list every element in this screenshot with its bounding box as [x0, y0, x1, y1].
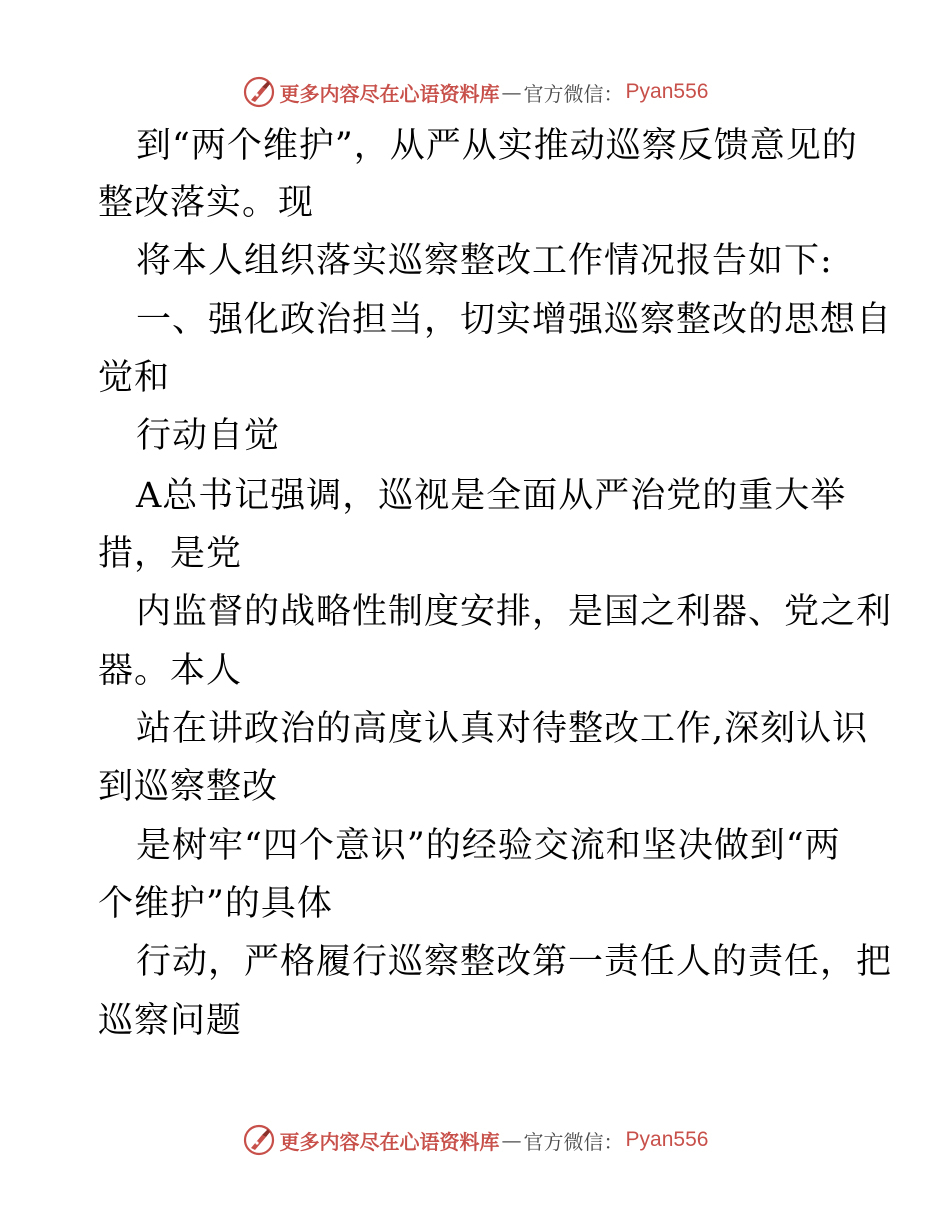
body-line: 站在讲政治的高度认真对待整改工作,深刻认识	[136, 709, 869, 749]
body-line: 个维护”的具体	[98, 884, 333, 924]
banner-wechat-id: Pyan556	[625, 1128, 709, 1151]
body-line: 内监督的战略性制度安排，是国之利器、党之利	[136, 592, 893, 632]
body-line: 巡察问题	[98, 1001, 243, 1041]
body-line: 到“两个维护”，从严从实推动巡察反馈意见的	[136, 126, 858, 166]
body-line: 觉和	[98, 358, 171, 398]
footer-banner	[0, 1120, 950, 1160]
banner-separator: —	[501, 1128, 522, 1152]
fountain-pen-logo-icon	[242, 1123, 276, 1157]
body-line: 将本人组织落实巡察整改工作情况报告如下:	[136, 241, 833, 281]
body-line: 是树牢“四个意识”的经验交流和坚决做到“两	[136, 826, 841, 866]
body-line: 措，是党	[98, 534, 243, 574]
banner-main-text: 更多内容尽在心语资料库	[279, 81, 500, 106]
banner-main-text: 更多内容尽在心语资料库	[279, 1129, 500, 1154]
body-line: 行动，严格履行巡察整改第一责任人的责任，把	[136, 942, 893, 982]
body-line: A总书记强调，巡视是全面从严治党的重大举	[136, 476, 847, 516]
body-line: 器。本人	[98, 651, 243, 691]
banner-wechat-label: 官方微信：	[523, 1129, 624, 1154]
banner-wechat-label: 官方微信：	[523, 81, 624, 106]
banner-wechat-id: Pyan556	[625, 80, 709, 103]
header-banner	[0, 72, 950, 112]
body-line: 整改落实。现	[98, 183, 315, 223]
body-line: 行动自觉	[136, 416, 281, 456]
body-line: 到巡察整改	[98, 767, 279, 807]
body-line: 一、强化政治担当，切实增强巡察整改的思想自	[136, 300, 893, 340]
banner-separator: —	[501, 80, 522, 104]
fountain-pen-logo-icon	[242, 75, 276, 109]
